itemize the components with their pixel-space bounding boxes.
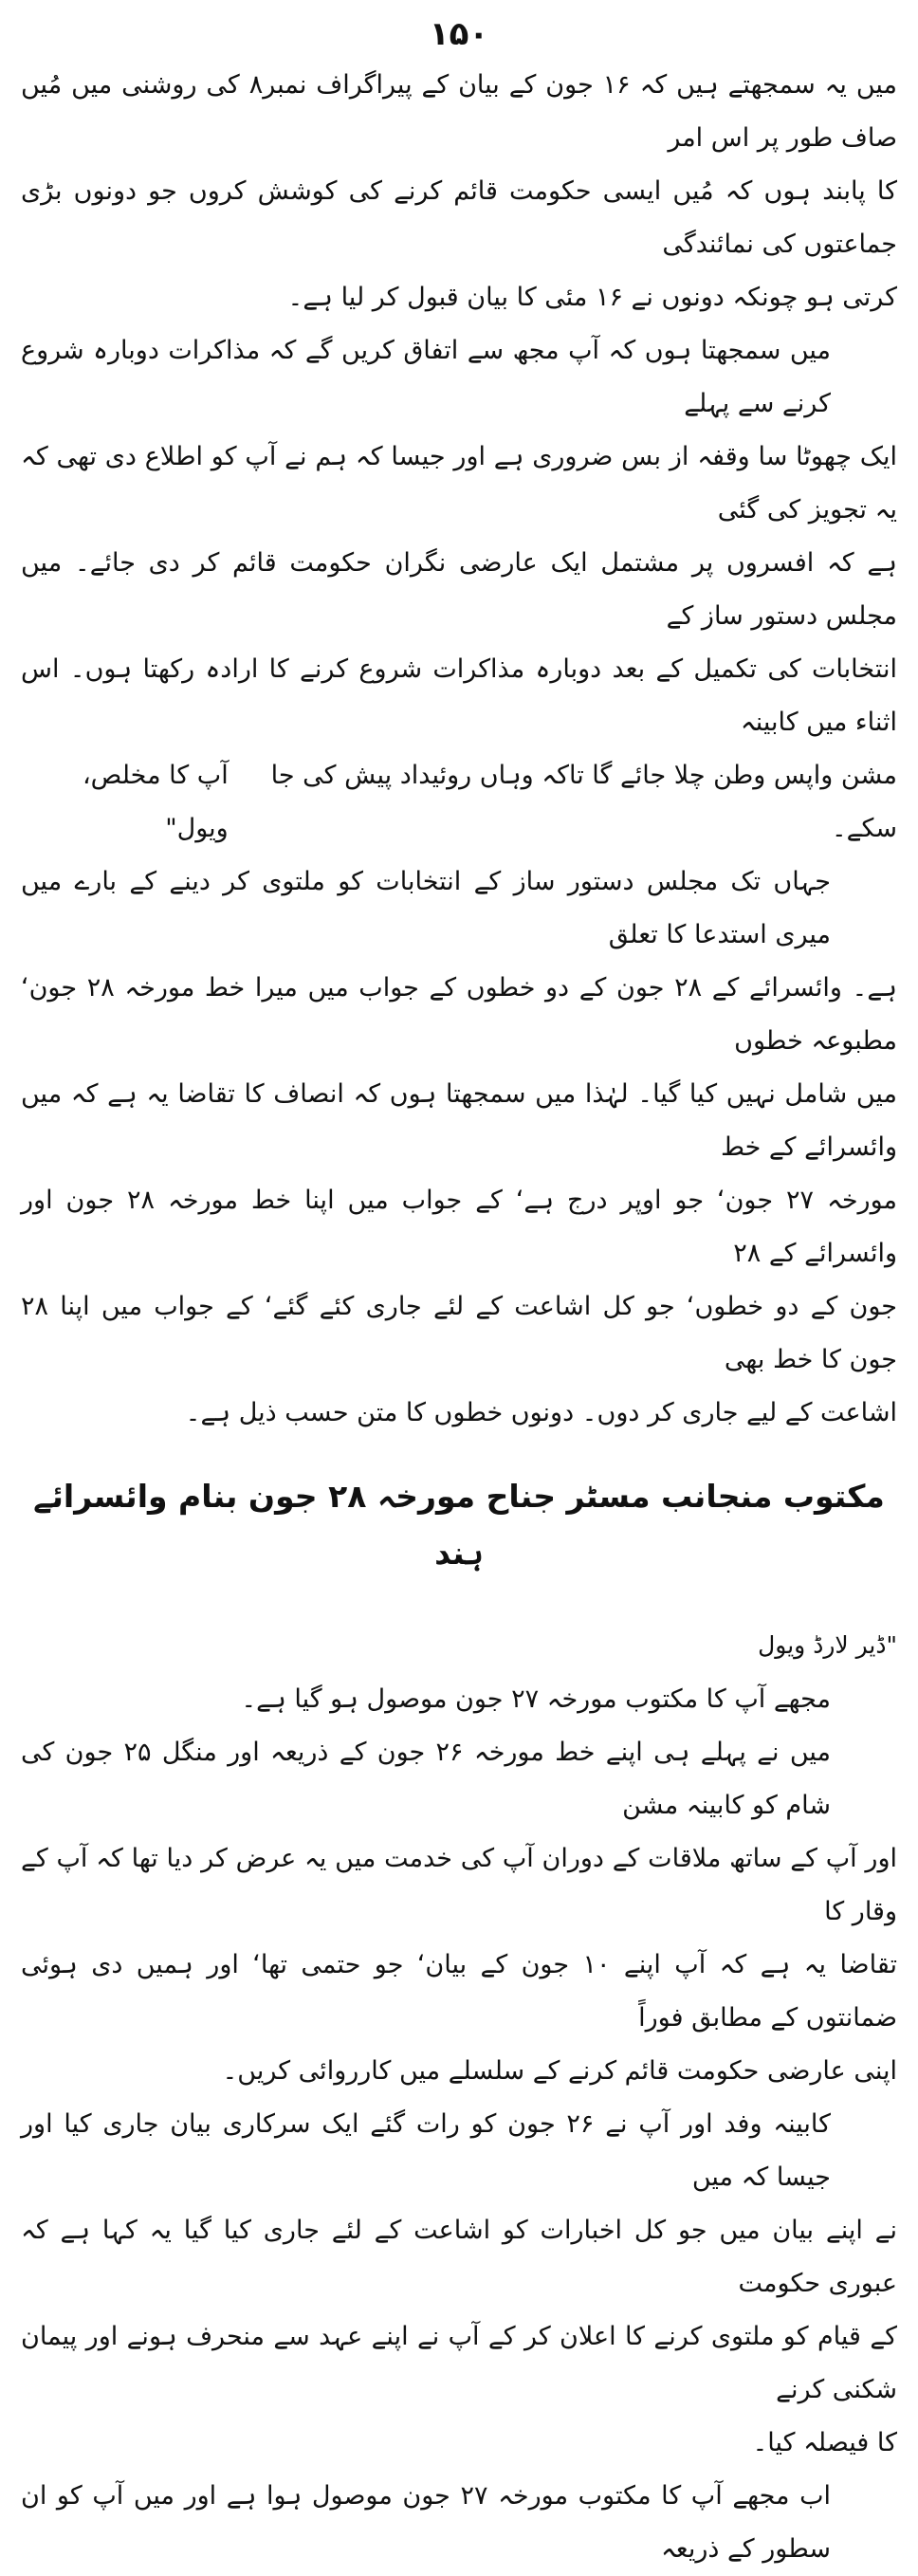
- text-line: مجھے آپ کا مکتوب مورخہ ۲۷ جون موصول ہو گیا ہے۔: [241, 1684, 831, 1714]
- top-section: [21, 59, 897, 856]
- text-line: ایک چھوٹا سا وقفہ از بس ضروری ہے اور جیسا کہ ہم نے آپ کو اطلاع دی تھی کہ یہ تجویز کی گئی: [21, 442, 897, 524]
- paragraph-2: [21, 324, 897, 749]
- text-line: اپنی عارضی حکومت قائم کرنے کے سلسلے میں کارروائی کریں۔: [222, 2056, 897, 2086]
- letter-paragraph-1: [21, 1673, 897, 1726]
- page-number: ۱۵۰: [429, 15, 489, 53]
- text-line: نے اپنے بیان میں جو کل اخبارات کو اشاعت کے لئے جاری کیا گیا یہ کہا ہے کہ عبوری حکومت: [21, 2216, 897, 2298]
- text-line: مورخہ ۲۷ جون‘ جو اوپر درج ہے‘ کے جواب میں اپنا خط مورخہ ۲۸ جون اور وائسرائے کے ۲۸: [21, 1186, 897, 1268]
- text-line: ہے۔ وائسرائے کے ۲۸ جون کے دو خطوں کے جواب میں میرا خط مورخہ ۲۸ جون‘ مطبوعہ خطوں: [21, 973, 897, 1056]
- text-line: کا فیصلہ کیا۔: [752, 2428, 897, 2457]
- text-line: میں سمجھتا ہوں کہ آپ مجھ سے اتفاق کریں گے کہ مذاکرات دوبارہ شروع کرنے سے پہلے: [21, 336, 831, 418]
- text-line: میں شامل نہیں کیا گیا۔ لہٰذا میں سمجھتا ہوں کہ انصاف کا تقاضا یہ ہے کہ میں وائسرائے کے خط: [21, 1079, 897, 1162]
- text-line: اور آپ کے ساتھ ملاقات کے دوران آپ کی خدمت میں یہ عرض کر دیا تھا کہ آپ کے وقار کا: [21, 1844, 897, 1926]
- letter-paragraph-4: [21, 2470, 897, 2576]
- text-line: کا پابند ہوں کہ مُیں ایسی حکومت قائم کرنے کی کوشش کروں جو دونوں بڑی جماعتوں کی نمائندگی: [21, 176, 897, 259]
- letter-paragraph-3: [21, 2098, 897, 2470]
- text-line: کے قیام کو ملتوی کرنے کا اعلان کر کے آپ نے اپنے عہد سے منحرف ہونے اور پیمان شکنی کرنے: [21, 2322, 897, 2404]
- letter-heading: مکتوب منجانب مسٹر جناح مورخہ ۲۸ جون بنام وائسرائے ہند: [33, 1478, 885, 1572]
- letter-paragraph-2: [21, 1726, 897, 2098]
- signature: آپ کا مخلص، ویول": [82, 761, 229, 843]
- paragraph-3: [21, 856, 897, 1440]
- signoff-line: [21, 749, 897, 856]
- text-line: جون کے دو خطوں‘ جو کل اشاعت کے لئے جاری کئے گئے‘ کے جواب میں اپنا ۲۸ جون کا خط بھی: [21, 1292, 897, 1374]
- signoff-text: مشن واپس وطن چلا جائے گا تاکہ وہاں روئیداد پیش کی جا سکے۔: [270, 761, 897, 843]
- text-line: کابینہ وفد اور آپ نے ۲۶ جون کو رات گئے ایک سرکاری بیان جاری کیا اور جیسا کہ میں: [21, 2109, 831, 2192]
- text-line: جہاں تک مجلس دستور ساز کے انتخابات کو ملتوی کر دینے کے بارے میں میری استدعا کا تعلق: [21, 867, 831, 949]
- text-line: ہے کہ افسروں پر مشتمل ایک عارضی نگران حکومت قائم کر دی جائے۔ میں مجلس دستور ساز کے: [21, 548, 897, 631]
- salutation: "ڈیر لارڈ ویول: [758, 1631, 897, 1659]
- paragraph-1: [21, 59, 897, 324]
- text-line: انتخابات کی تکمیل کے بعد دوبارہ مذاکرات شروع کرنے کا ارادہ رکھتا ہوں۔ اس اثناء میں کابینہ: [21, 654, 897, 737]
- text-line: کرتی ہو چونکہ دونوں نے ۱۶ مئی کا بیان قبول کر لیا ہے۔: [287, 283, 897, 312]
- text-line: میں نے پہلے ہی اپنے خط مورخہ ۲۶ جون کے ذریعہ اور منگل ۲۵ جون کی شام کو کابینہ مشن: [21, 1738, 831, 1820]
- text-line: اب مجھے آپ کا مکتوب مورخہ ۲۷ جون موصول ہوا ہے اور میں آپ کو ان سطور کے ذریعہ: [21, 2481, 831, 2564]
- text-line: میں یہ سمجھتے ہیں کہ ۱۶ جون کے بیان کے پیراگراف نمبر۸ کی روشنی میں مُیں صاف طور پر اس امر: [21, 70, 898, 153]
- text-line: اشاعت کے لیے جاری کر دوں۔ دونوں خطوں کا متن حسب ذیل ہے۔: [185, 1398, 897, 1427]
- text-line: تقاضا یہ ہے کہ آپ اپنے ۱۰ جون کے بیان‘ جو حتمی تھا‘ اور ہمیں دی ہوئی ضمانتوں کے مطابق فوراً: [21, 1950, 897, 2033]
